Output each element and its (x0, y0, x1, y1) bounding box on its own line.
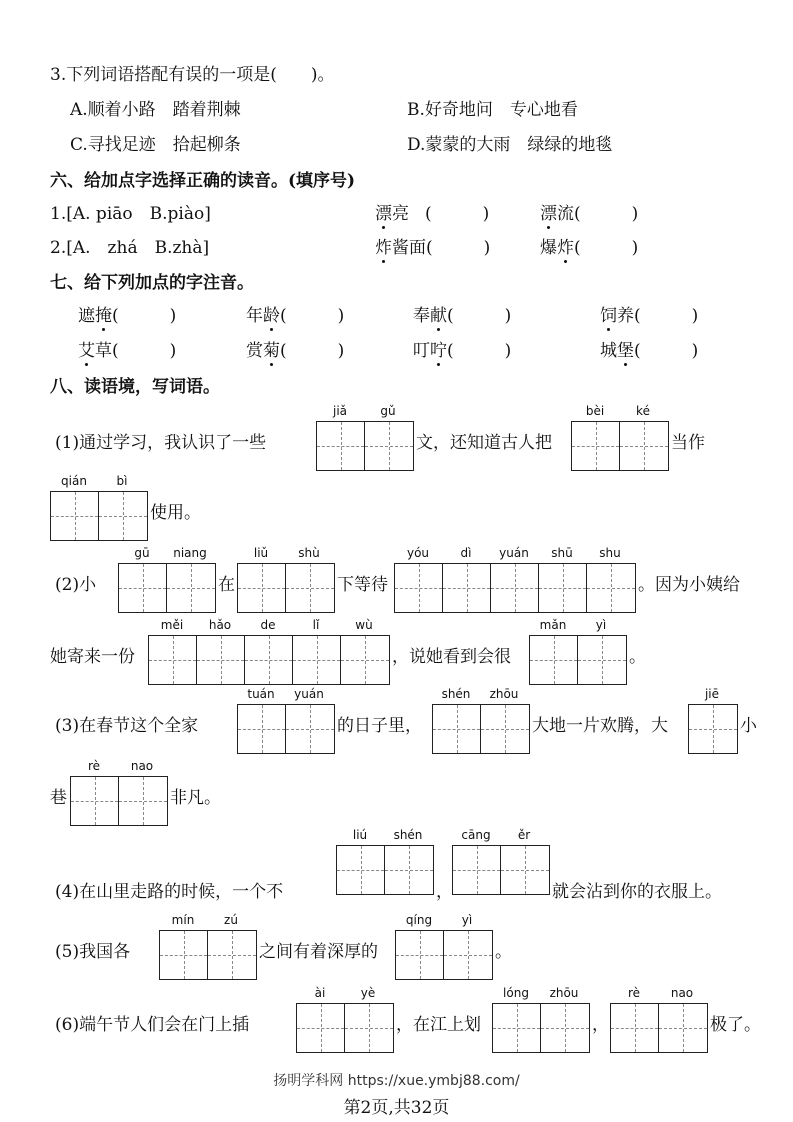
s8-q5-text-a: (5)我国各 (55, 942, 131, 962)
s7-item-4: 饲养( ) (600, 301, 698, 326)
pinyin: qíng (405, 913, 433, 927)
option-c: C.寻找足迹 拾起柳条 (70, 135, 241, 155)
pinyin: ěr (517, 828, 531, 842)
answer-grid[interactable] (432, 704, 530, 754)
s8-q2-text-b: 在 (218, 575, 235, 595)
s8-q1-text-d: 使用。 (150, 503, 201, 523)
answer-grid[interactable] (70, 776, 168, 826)
s8-q2-text-d: 。因为小姨给 (638, 575, 740, 595)
footer-site: 扬明学科网 https://xue.ymbj88.com/ (273, 1073, 520, 1089)
pinyin: jiǎ (332, 404, 348, 418)
pinyin: zhōu (489, 687, 519, 701)
pinyin: dì (460, 546, 472, 560)
footer-page-number: 第2页,共32页 (343, 1098, 450, 1118)
answer-grid[interactable] (118, 563, 216, 613)
pinyin: hǎo (208, 618, 232, 632)
pinyin: shu (599, 546, 621, 560)
s8-q2-text-a: (2)小 (55, 575, 97, 595)
pinyin: tuán (247, 687, 275, 701)
answer-grid[interactable] (336, 845, 434, 895)
answer-grid[interactable] (296, 1003, 394, 1053)
pinyin: zú (224, 913, 238, 927)
pinyin: shū (551, 546, 573, 560)
s7-item-6: 赏菊( ) (246, 336, 344, 361)
pinyin: mǎn (539, 618, 567, 632)
s8-q5-text-b: 之间有着深厚的 (259, 942, 378, 962)
s8-q3-text-c: 大地一片欢腾，大 (532, 716, 668, 736)
s8-q6-text-b: ，在江上划 (396, 1015, 481, 1035)
s7-item-2: 年龄( ) (246, 301, 344, 326)
s6-row1-options: 1.[A. piāo B.piào] (50, 204, 211, 224)
answer-grid[interactable] (148, 635, 390, 685)
s8-q3-text-a: (3)在春节这个全家 (55, 716, 199, 736)
s8-q2-text-f: ，说她看到会很 (392, 647, 511, 667)
pinyin: de (260, 618, 276, 632)
s8-q5-text-c: 。 (495, 942, 512, 962)
s8-q2-text-c: 下等待 (337, 575, 388, 595)
pinyin: ài (314, 986, 326, 1000)
pinyin: rè (87, 759, 101, 773)
pinyin: bèi (585, 404, 605, 418)
pinyin: gū (134, 546, 150, 560)
pinyin: mín (171, 913, 195, 927)
pinyin: cāng (461, 828, 491, 842)
pinyin: shù (298, 546, 320, 560)
pinyin: yì (461, 913, 473, 927)
pinyin: liǔ (253, 546, 269, 560)
pinyin: nao (670, 986, 694, 1000)
pinyin: niang (173, 546, 207, 560)
s8-q3-text-e: 巷 (50, 788, 67, 808)
answer-grid[interactable] (50, 491, 148, 541)
s8-q6-text-a: (6)端午节人们会在门上插 (55, 1015, 250, 1035)
pinyin: yóu (406, 546, 430, 560)
s8-q2-text-g: 。 (629, 647, 646, 667)
pinyin: nao (130, 759, 154, 773)
answer-grid[interactable] (159, 930, 257, 980)
pinyin: qián (61, 474, 87, 488)
pinyin: yì (595, 618, 607, 632)
s7-item-3: 奉献( ) (413, 301, 511, 326)
s8-q4-text-c: 就会沾到你的衣服上。 (552, 882, 722, 902)
s6-row1-word1: 漂亮 ( ) (375, 199, 489, 224)
section-8-title: 八、读语境，写词语。 (50, 377, 220, 397)
answer-grid[interactable] (452, 845, 550, 895)
s7-item-1: 遮掩( ) (78, 301, 176, 326)
s8-q3-text-b: 的日子里， (337, 716, 422, 736)
pinyin: lǐ (312, 618, 320, 632)
pinyin: měi (160, 618, 184, 632)
section-6-title: 六、给加点字选择正确的读音。(填序号) (50, 171, 356, 191)
s7-item-5: 艾草( ) (78, 336, 176, 361)
pinyin: shén (393, 828, 423, 842)
pinyin: yuán (499, 546, 529, 560)
answer-grid[interactable] (688, 704, 738, 754)
answer-grid[interactable] (316, 421, 414, 471)
pinyin: rè (627, 986, 641, 1000)
answer-grid[interactable] (237, 563, 335, 613)
s8-q6-text-d: 极了。 (710, 1015, 761, 1035)
s8-q2-text-e: 她寄来一份 (50, 647, 135, 667)
s7-item-7: 叮咛( ) (413, 336, 511, 361)
pinyin: wù (355, 618, 373, 632)
s8-q6-text-c: ， (592, 1015, 609, 1035)
pinyin: liú (352, 828, 368, 842)
section-7-title: 七、给下列加点的字注音。 (50, 273, 254, 293)
pinyin: yè (360, 986, 376, 1000)
s8-q4-text-a: (4)在山里走路的时候，一个不 (55, 882, 284, 902)
option-d: D.蒙蒙的大雨 绿绿的地毯 (407, 135, 613, 155)
answer-grid[interactable] (571, 421, 669, 471)
s8-q1-text-b: 文，还知道古人把 (416, 433, 552, 453)
answer-grid[interactable] (395, 930, 493, 980)
option-a: A.顺着小路 踏着荆棘 (70, 100, 241, 120)
answer-grid[interactable] (237, 704, 335, 754)
s6-row2-options: 2.[A. zhá B.zhà] (50, 238, 210, 258)
answer-grid[interactable] (610, 1003, 708, 1053)
s8-q3-text-d: 小 (740, 716, 757, 736)
answer-grid[interactable] (529, 635, 627, 685)
pinyin: gǔ (380, 404, 396, 418)
s6-row2-word2: 爆炸( ) (540, 233, 638, 258)
pinyin: jiē (704, 687, 720, 701)
pinyin: yuán (294, 687, 324, 701)
s8-q1-text-a: (1)通过学习，我认识了一些 (55, 433, 267, 453)
option-b: B.好奇地问 专心地看 (407, 100, 578, 120)
s6-row2-word1: 炸酱面( ) (375, 233, 490, 258)
answer-grid[interactable] (394, 563, 636, 613)
pinyin: lóng (503, 986, 529, 1000)
pinyin: ké (636, 404, 650, 418)
pinyin: zhōu (549, 986, 579, 1000)
question-3-stem: 3.下列词语搭配有误的一项是( )。 (50, 65, 335, 85)
s7-item-8: 城堡( ) (600, 336, 698, 361)
s8-q3-text-f: 非凡。 (170, 788, 221, 808)
pinyin: shén (441, 687, 471, 701)
s8-q4-text-b: ， (436, 882, 453, 902)
s6-row1-word2: 漂流( ) (540, 199, 638, 224)
pinyin: bì (116, 474, 128, 488)
s8-q1-text-c: 当作 (671, 433, 705, 453)
answer-grid[interactable] (492, 1003, 590, 1053)
